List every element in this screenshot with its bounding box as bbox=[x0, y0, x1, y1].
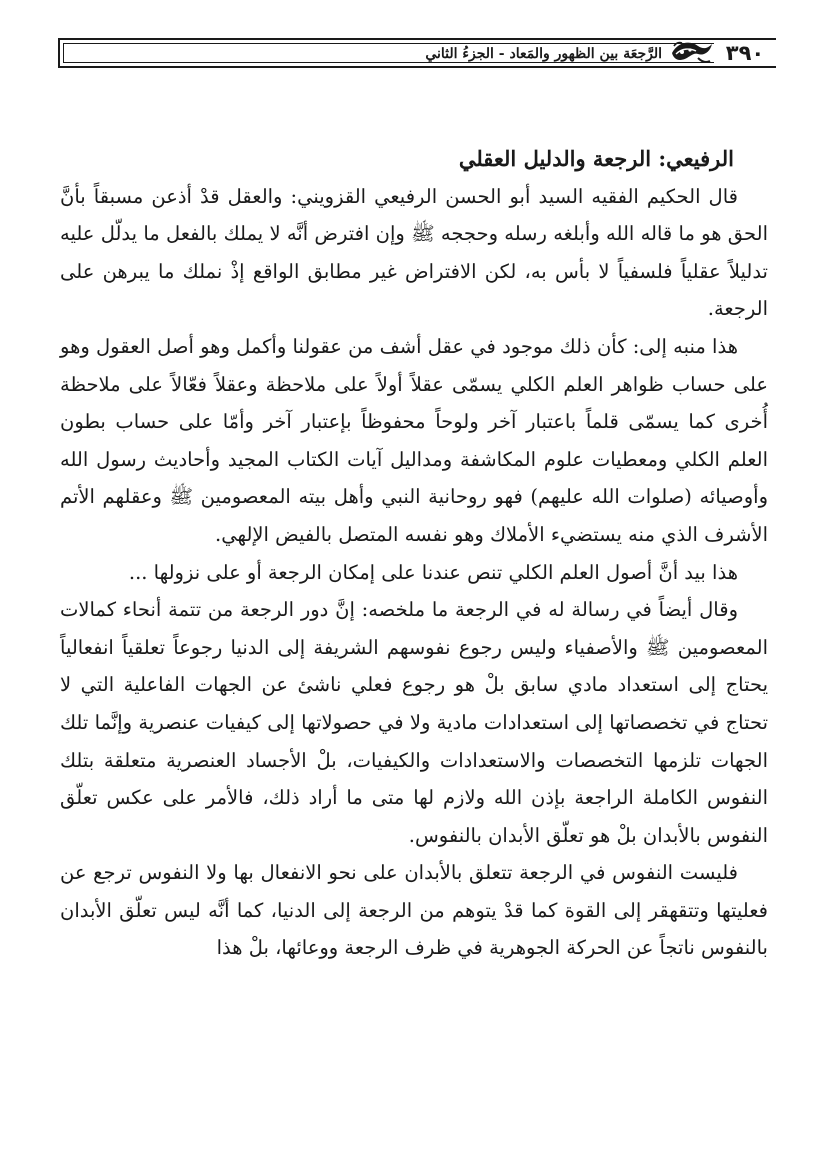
section-heading: الرفيعي: الرجعة والدليل العقلي bbox=[458, 146, 734, 171]
paragraph: قال الحكيم الفقيه السيد أبو الحسن الرفيعي القزويني: والعقل قدْ أذعن مسبقاً بأنَّ الحق هو ما قاله الله وأبلغه رسله وحججه ﷺ وإن افترض أنَّه لا يملك بالفعل ما يدلّل عليه تدليلاً عقلياً فلسفياً لا بأس به، لكن الافتراض غير مطابق الواقع إذْ نملك ما يبرهن على الرجعة. bbox=[60, 184, 768, 321]
floral-ornament-icon bbox=[668, 36, 714, 70]
paragraph: وقال أيضاً في رسالة له في الرجعة ما ملخصه: إنَّ دور الرجعة من تتمة أنحاء كمالات المعصومين ﷺ والأصفياء وليس رجوع نفوسهم الشريفة إلى الدنيا رجوعاً تعلقياً انفعالياً يحتاج إلى استعداد مادي سابق بلْ هو رجوع فعلي ناشئ عن الجهات الفاعلية التي لا تحتاج في تخصصاتها إلى استعدادات مادية ولا في حصولاتها إلى كيفيات عنصرية وإنَّما تلك الجهات تلزمها التخصصات والاستعدادات والكيفيات، بلْ الأجساد العنصرية متعلقة بتلك النفوس الكاملة الراجعة بإذن الله ولازم لها متى ما أراد ذلك، فالأمر على عكس تعلّق النفوس بالأبدان بلْ هو تعلّق الأبدان بالنفوس. bbox=[60, 598, 768, 847]
page-body bbox=[60, 140, 768, 967]
running-title: الرَّجعَة بين الظهور والمَعاد - الجزءُ الثاني bbox=[425, 46, 662, 62]
paragraph: هذا بيد أنَّ أصول العلم الكلي تنص عندنا على إمكان الرجعة أو على نزولها ... bbox=[128, 560, 738, 584]
paragraph: فليست النفوس في الرجعة تتعلق بالأبدان على نحو الانفعال بها ولا النفوس ترجع عن فعليتها وتتقهقر إلى القوة كما قدْ يتوهم من الرجعة إلى الدنيا، كما أنَّه ليس تعلّق الأبدان بالنفوس ناتجاً عن الحركة الجوهرية في ظرف الرجعة ووعائها، بلْ هذا bbox=[60, 861, 768, 960]
paragraph: هذا منبه إلى: كأن ذلك موجود في عقل أشف من عقولنا وأكمل وهو أصل العقول وهو على حساب ظواهر العلم الكلي يسمّى عقلاً أولاً على ملاحظة وعقلاً فعّالاً على ملاحظة أُخرى كما يسمّى قلماً باعتبار آخر ولوحاً محفوظاً بإعتبار آخر وأمّا على حساب بطون العلم الكلي ومعطيات علوم المكاشفة ومداليل آيات الكتاب المجيد وأحاديث رسول الله وأوصيائه (صلوات الله عليهم) فهو روحانية النبي وأهل بيته المعصومين ﷺ وعقلهم الأتم الأشرف الذي منه يستضيء الأملاك وهو نفسه المتصل بالفيض الإلهي. bbox=[60, 334, 768, 546]
page-header bbox=[58, 38, 776, 70]
page-number: ٣٩٠ bbox=[714, 40, 776, 66]
